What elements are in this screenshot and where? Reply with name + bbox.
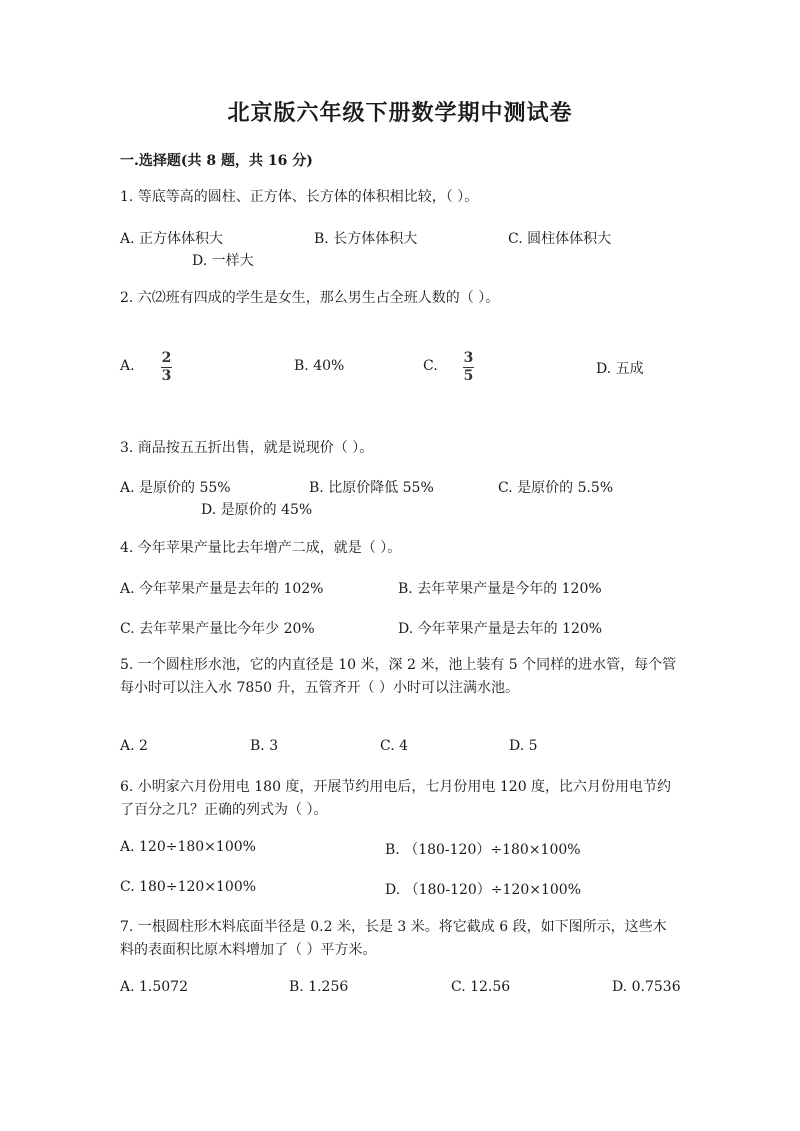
q2-option-c-fraction (463, 351, 474, 384)
q4-option-b: B. 去年苹果产量是今年的 120% (398, 581, 602, 597)
question-2-text: 2. 六⑵班有四成的学生是女生，那么男生占全班人数的（ ）。 (120, 290, 500, 306)
q7-option-a: A. 1.5072 (120, 979, 188, 995)
q6-option-a: A. 120÷180×100% (120, 839, 256, 855)
q6-option-d: D. （180-120）÷120×100% (385, 882, 582, 898)
question-7-text: 7. 一根圆柱形木料底面半径是 0.2 米，长是 3 米。将它截成 6 段，如下图所示，这些木料的表面积比原木料增加了（ ）平方米。 (120, 919, 667, 958)
q7-option-c: C. 12.56 (451, 979, 511, 995)
q2-option-d: D. 五成 (596, 361, 644, 377)
q3-option-c: C. 是原价的 5.5% (498, 480, 614, 496)
q3-option-d: D. 是原价的 45% (201, 502, 313, 518)
page-title: 北京版六年级下册数学期中测试卷 (227, 100, 573, 126)
question-3-text: 3. 商品按五五折出售，就是说现价（ ）。 (120, 440, 374, 456)
q7-option-b: B. 1.256 (289, 979, 349, 995)
q5-option-b: B. 3 (250, 738, 279, 754)
q4-option-d: D. 今年苹果产量是去年的 120% (398, 621, 603, 637)
fraction-denominator: 5 (463, 368, 474, 384)
q1-option-c: C. 圆柱体体积大 (508, 231, 612, 247)
question-5-text: 5. 一个圆柱形水池，它的内直径是 10 米，深 2 米，池上装有 5 个同样的进水管，每个管每小时可以注入水 7850 升，五管齐开（ ）小时可以注满水池。 (120, 657, 677, 696)
q1-option-d: D. 一样大 (192, 253, 254, 269)
question-1-text: 1. 等底等高的圆柱、正方体、长方体的体积相比较，（ ）。 (120, 189, 479, 205)
q3-option-a: A. 是原价的 55% (120, 480, 231, 496)
q3-option-b: B. 比原价降低 55% (309, 480, 434, 496)
q5-option-d: D. 5 (509, 738, 538, 754)
question-4-text: 4. 今年苹果产量比去年增产二成，就是（ ）。 (120, 540, 402, 556)
q5-option-a: A. 2 (120, 738, 148, 754)
q2-option-a-fraction (161, 351, 172, 384)
fraction-numerator: 3 (463, 350, 474, 366)
q6-option-b: B. （180-120）÷180×100% (385, 842, 581, 858)
q5-option-c: C. 4 (380, 738, 409, 754)
q6-option-c: C. 180÷120×100% (120, 879, 257, 895)
q4-option-c: C. 去年苹果产量比今年少 20% (120, 621, 315, 637)
fraction-numerator: 2 (161, 350, 172, 366)
q7-option-d: D. 0.7536 (612, 979, 681, 995)
fraction-denominator: 3 (161, 368, 172, 384)
q4-option-a: A. 今年苹果产量是去年的 102% (120, 581, 324, 597)
q1-option-b: B. 长方体体积大 (314, 231, 418, 247)
q2-option-a: A. (120, 358, 135, 374)
q1-option-a: A. 正方体体积大 (120, 231, 224, 247)
section-title: 一.选择题(共 8 题，共 16 分) (120, 153, 313, 169)
q2-option-c: C. (423, 358, 438, 374)
q2-option-b: B. 40% (294, 358, 345, 374)
question-6-text: 6. 小明家六月份用电 180 度，开展节约用电后，七月份用电 120 度，比六月份用电节约了百分之几？正确的列式为（ ）。 (120, 779, 672, 818)
